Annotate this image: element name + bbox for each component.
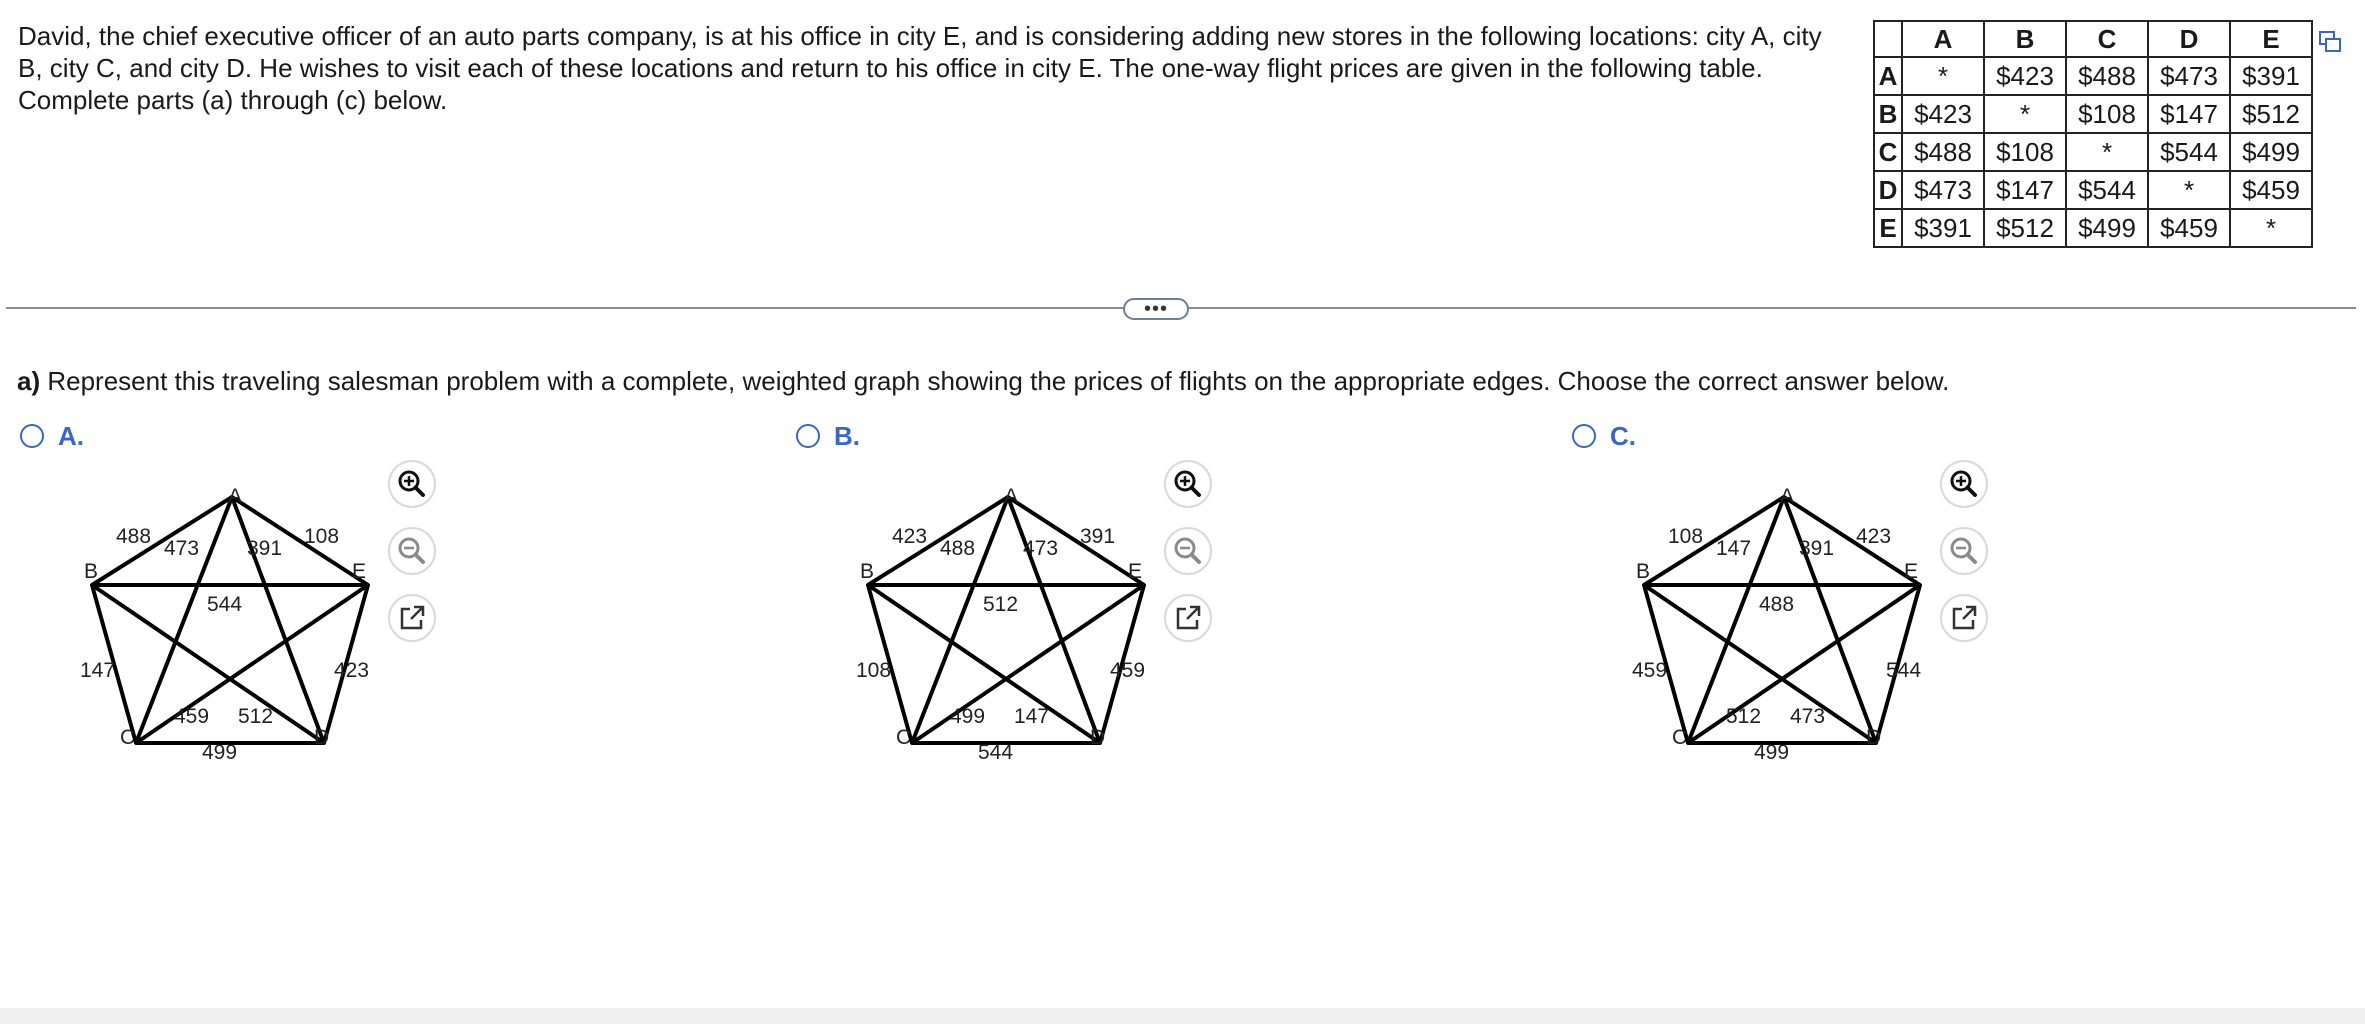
- table-cell: $423: [1984, 57, 2066, 95]
- graph-option-a[interactable]: [70, 485, 390, 775]
- table-cell: $473: [2148, 57, 2230, 95]
- edge-label-bc: 147: [80, 659, 116, 682]
- edge-label-ad: 391: [247, 537, 283, 560]
- vertex-label-e: E: [1904, 560, 1919, 583]
- edge-label-ce: 147: [1014, 705, 1050, 728]
- edge-label-ed: 423: [334, 659, 370, 682]
- column-header: C: [2066, 21, 2148, 57]
- graph-option-c[interactable]: [1622, 485, 1942, 775]
- table-cell: $544: [2148, 133, 2230, 171]
- vertex-label-e: E: [352, 560, 367, 583]
- radio-option-c[interactable]: [1572, 424, 1596, 448]
- table-cell: $108: [1984, 133, 2066, 171]
- edge-label-be: 544: [207, 593, 243, 616]
- table-cell: $488: [2066, 57, 2148, 95]
- edge-label-ad: 391: [1799, 537, 1835, 560]
- open-external-icon[interactable]: [387, 593, 437, 643]
- edge-label-ac: 488: [940, 537, 976, 560]
- vertex-label-a: A: [1780, 485, 1795, 508]
- table-row: [1874, 209, 2312, 247]
- table-cell: $499: [2230, 133, 2312, 171]
- zoom-out-icon[interactable]: [1163, 526, 1213, 576]
- table-cell: $512: [2230, 95, 2312, 133]
- table-cell: $147: [2148, 95, 2230, 133]
- table-cell: $499: [2066, 209, 2148, 247]
- problem-statement: David, the chief executive officer of an auto parts company, is at his office in city E, and is considering adding new stores in the following locations: city A, city B, city C, and city D. He wishes to visit each of these locations and return to his office in city E. The one-way flight prices are given in the following table. Complete parts (a) through (c) below.: [18, 21, 1822, 115]
- edge-label-be: 512: [983, 593, 1019, 616]
- edge-label-ce: 512: [238, 705, 274, 728]
- table-cell: *: [1984, 95, 2066, 133]
- table-cell: $512: [1984, 209, 2066, 247]
- table-cell: $544: [2066, 171, 2148, 209]
- table-corner: [1874, 21, 1902, 57]
- footer-bar: [0, 1008, 2365, 1024]
- edge-label-bc: 459: [1632, 659, 1668, 682]
- vertex-label-b: B: [860, 560, 875, 583]
- edge-label-ed: 544: [1886, 659, 1922, 682]
- edge-label-ac: 147: [1716, 537, 1752, 560]
- radio-option-b[interactable]: [796, 424, 820, 448]
- edge-label-ed: 459: [1110, 659, 1146, 682]
- table-cell: $147: [1984, 171, 2066, 209]
- zoom-in-icon[interactable]: [1939, 459, 1989, 509]
- option-b[interactable]: [796, 420, 860, 452]
- option-c[interactable]: [1572, 420, 1636, 452]
- column-header: E: [2230, 21, 2312, 57]
- edge-label-ae: 423: [1856, 525, 1892, 548]
- option-c-label[interactable]: C.: [1610, 420, 1636, 451]
- open-external-icon[interactable]: [1163, 593, 1213, 643]
- edge-label-ad: 473: [1023, 537, 1059, 560]
- question-prompt: Represent this traveling salesman problem with a complete, weighted graph showing the prices of flights on the appropriate edges. Choose the correct answer below.: [40, 366, 1950, 396]
- edge-label-bd: 512: [1726, 705, 1762, 728]
- option-a-label[interactable]: A.: [58, 420, 84, 451]
- question-part-label: a): [17, 366, 41, 396]
- edge-label-ab: 108: [1668, 525, 1704, 548]
- row-header: D: [1874, 171, 1902, 209]
- edge-label-be: 488: [1759, 593, 1795, 616]
- option-b-label[interactable]: B.: [834, 420, 860, 451]
- table-row: [1874, 133, 2312, 171]
- table-cell: *: [1902, 57, 1984, 95]
- row-header: A: [1874, 57, 1902, 95]
- edge-label-ae: 391: [1080, 525, 1116, 548]
- flight-price-table: [1873, 20, 2313, 248]
- table-cell: $488: [1902, 133, 1984, 171]
- table-cell: $459: [2230, 171, 2312, 209]
- edge-label-ac: 473: [164, 537, 200, 560]
- zoom-out-icon[interactable]: [1939, 526, 1989, 576]
- vertex-label-a: A: [1004, 485, 1019, 508]
- row-header: C: [1874, 133, 1902, 171]
- zoom-in-icon[interactable]: [1163, 459, 1213, 509]
- table-cell: *: [2230, 209, 2312, 247]
- edge-label-bc: 108: [856, 659, 892, 682]
- column-header: D: [2148, 21, 2230, 57]
- vertex-label-e: E: [1128, 560, 1143, 583]
- row-header: E: [1874, 209, 1902, 247]
- table-cell: *: [2066, 133, 2148, 171]
- table-row: [1874, 95, 2312, 133]
- edge-label-bd: 499: [950, 705, 986, 728]
- table-cell: $423: [1902, 95, 1984, 133]
- vertex-label-c: C: [120, 726, 136, 749]
- vertex-label-c: C: [1672, 726, 1688, 749]
- expand-more-button[interactable]: •••: [1123, 298, 1189, 320]
- edge-label-ab: 488: [116, 525, 152, 548]
- vertex-label-b: B: [84, 560, 99, 583]
- edge-label-ce: 473: [1790, 705, 1826, 728]
- vertex-label-d: D: [1090, 726, 1106, 749]
- graph-option-b[interactable]: [846, 485, 1166, 775]
- vertex-label-b: B: [1636, 560, 1651, 583]
- edge-label-cd: 499: [1754, 741, 1790, 764]
- option-a[interactable]: [20, 420, 84, 452]
- table-cell: *: [2148, 171, 2230, 209]
- edge-label-cd: 544: [978, 741, 1014, 764]
- question-text: [17, 366, 1949, 397]
- edge-label-bd: 459: [174, 705, 210, 728]
- column-header: A: [1902, 21, 1984, 57]
- edge-label-ae: 108: [304, 525, 340, 548]
- table-row: [1874, 57, 2312, 95]
- edge-label-cd: 499: [202, 741, 238, 764]
- vertex-label-d: D: [314, 726, 330, 749]
- table-cell: $108: [2066, 95, 2148, 133]
- table-cell: $391: [2230, 57, 2312, 95]
- radio-option-a[interactable]: [20, 424, 44, 448]
- table-cell: $391: [1902, 209, 1984, 247]
- table-cell: $473: [1902, 171, 1984, 209]
- open-external-icon[interactable]: [1939, 593, 1989, 643]
- column-header: B: [1984, 21, 2066, 57]
- row-header: B: [1874, 95, 1902, 133]
- table-row: [1874, 171, 2312, 209]
- vertex-label-a: A: [228, 485, 243, 508]
- copy-icon[interactable]: [2318, 30, 2342, 54]
- vertex-label-d: D: [1866, 726, 1882, 749]
- edge-label-ab: 423: [892, 525, 928, 548]
- zoom-out-icon[interactable]: [387, 526, 437, 576]
- zoom-in-icon[interactable]: [387, 459, 437, 509]
- table-cell: $459: [2148, 209, 2230, 247]
- vertex-label-c: C: [896, 726, 912, 749]
